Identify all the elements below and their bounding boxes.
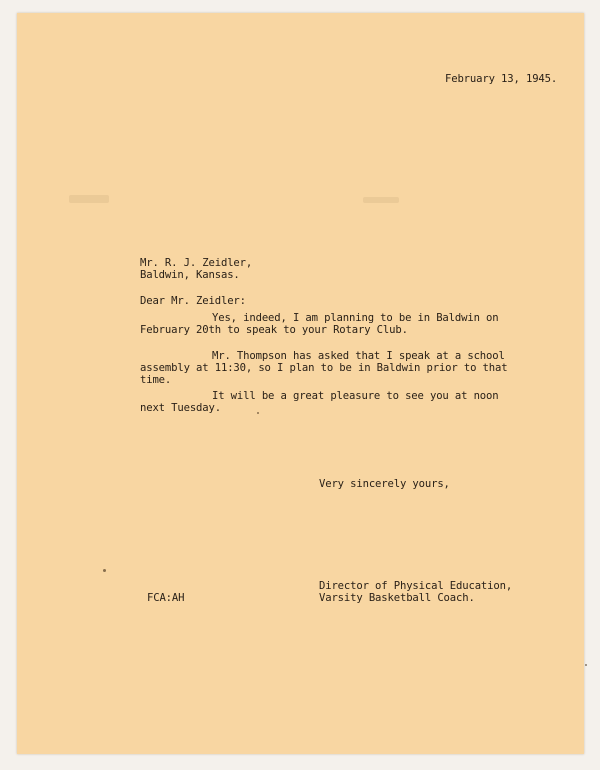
paper-smudge	[363, 197, 399, 203]
reference-initials: FCA:AH	[147, 592, 185, 604]
paragraph-2-line-1: Mr. Thompson has asked that I speak at a school	[212, 350, 505, 362]
paragraph-2-line-3: time.	[140, 374, 172, 386]
paragraph-3-line-2: next Tuesday.	[140, 402, 221, 414]
paragraph-1-line-1: Yes, indeed, I am planning to be in Baldwin on	[212, 312, 499, 324]
paragraph-1-line-2: February 20th to speak to your Rotary Club.	[140, 324, 408, 336]
salutation: Dear Mr. Zeidler:	[140, 295, 246, 307]
letter-paper	[17, 13, 584, 754]
signature-title-1: Director of Physical Education,	[319, 580, 513, 592]
signature-title-2: Varsity Basketball Coach.	[319, 592, 475, 604]
paper-speck	[257, 412, 259, 414]
paper-speck	[585, 664, 587, 666]
complimentary-close: Very sincerely yours,	[319, 478, 450, 490]
paragraph-2-line-2: assembly at 11:30, so I plan to be in Baldwin prior to that	[140, 362, 508, 374]
letter-date: February 13, 1945.	[445, 73, 558, 85]
paper-speck	[103, 569, 106, 572]
recipient-location: Baldwin, Kansas.	[140, 269, 240, 281]
paragraph-3-line-1: It will be a great pleasure to see you at noon	[212, 390, 499, 402]
paper-smudge	[69, 195, 109, 203]
recipient-name: Mr. R. J. Zeidler,	[140, 257, 253, 269]
